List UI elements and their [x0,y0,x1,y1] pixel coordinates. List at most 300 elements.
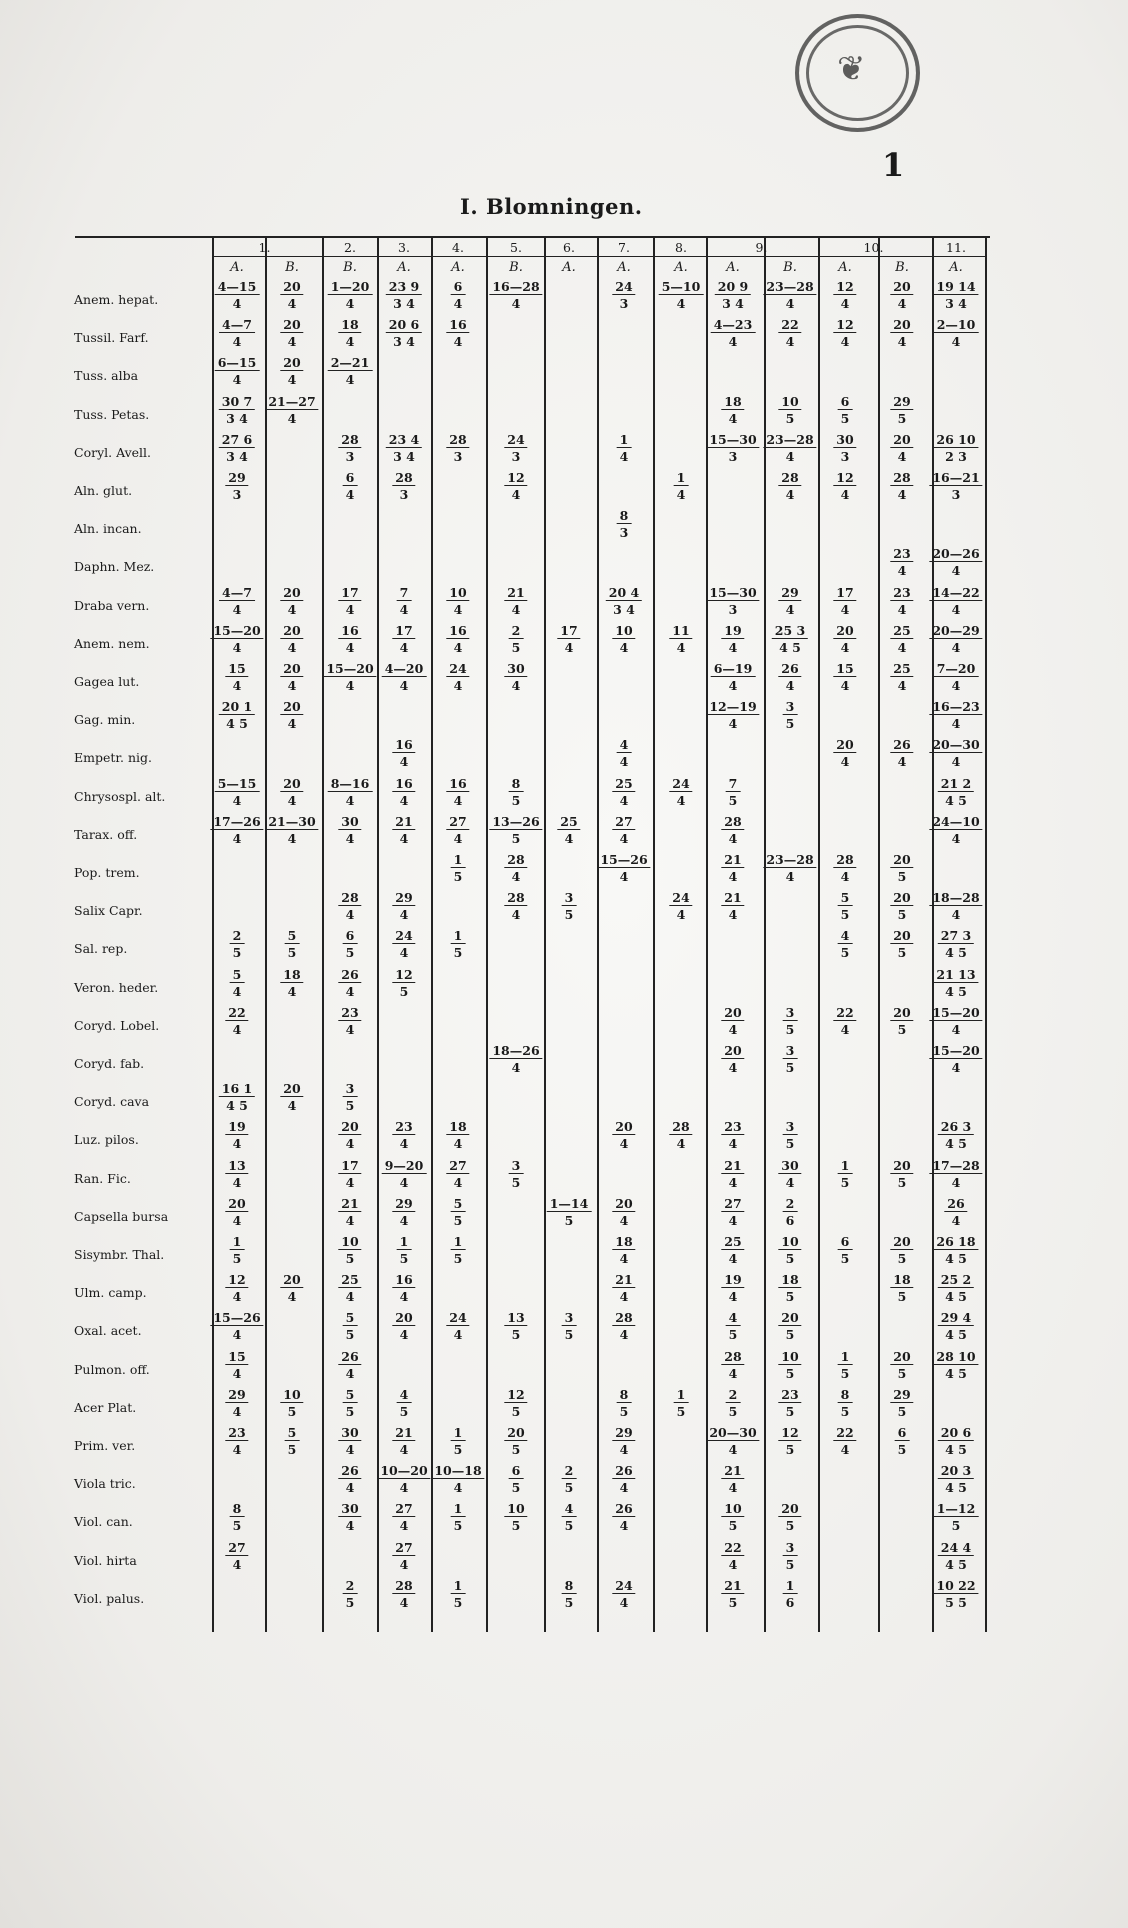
date-fraction [721,1159,744,1190]
date-fraction [562,1579,577,1610]
month: 4 [453,678,463,693]
month: 5 [453,1442,463,1457]
day-range: 16 [446,318,469,333]
day-range: 22 [833,1426,856,1441]
day-range: 20 [280,662,303,677]
date-fraction [726,1388,741,1419]
date-fraction [721,815,744,846]
month: 4 [619,1518,629,1534]
date-fraction [833,738,856,769]
day-range: 30 [338,1502,361,1517]
day-range: 19 14 [933,280,978,295]
day-range: 27 [392,1541,415,1556]
seal-emblem-icon: ❦ [837,49,866,89]
day-range: 20 1 [219,700,255,715]
date-fraction [890,547,913,578]
date-fraction [446,1159,469,1190]
day-range: 27 6 [219,433,255,448]
date-fraction [838,929,853,960]
day-range: 15 [225,662,248,677]
month: 4 [345,601,355,617]
month: 5 [511,1327,521,1343]
date-fraction [343,1579,358,1610]
month: 3 4 [226,448,248,464]
day-range: 1 [617,433,632,448]
month: 4 [511,487,521,502]
plant-name: Gag. min. [74,712,136,728]
day-range: 2 [562,1464,577,1479]
month: 4 [564,830,574,846]
day-range: 10 [504,1502,527,1517]
day-range: 20 [280,586,303,601]
day-range: 1—14 [547,1197,592,1212]
date-fraction [338,1502,361,1533]
day-range: 17 [392,624,415,639]
day-range: 16 [446,777,469,792]
day-range: 20 [338,1120,361,1135]
month: 4 [511,869,521,884]
day-range: 20 [392,1311,415,1326]
date-fraction [938,1120,974,1151]
day-range: 16 [338,624,361,639]
month: 4 [453,296,463,311]
day-range: 26 10 [933,433,978,448]
date-fraction [778,1350,801,1381]
date-fraction [338,1273,361,1304]
day-range: 16—23 [929,700,982,715]
month: 5 [840,1174,850,1190]
day-range: 20 [280,700,303,715]
date-fraction [397,586,412,617]
month: 4 [619,869,629,884]
date-fraction [225,1006,248,1037]
date-fraction [833,1006,856,1037]
month: 4 [399,792,409,808]
day-range: 28 [721,815,744,830]
plant-name: Coryd. cava [74,1094,150,1110]
date-fraction [929,891,982,922]
date-fraction [763,853,816,884]
day-range: 17 [833,586,856,601]
day-range: 21 13 [933,968,978,983]
month: 5 [232,945,242,961]
date-fraction [890,395,913,426]
day-range: 8 [230,1502,245,1517]
date-fraction [219,433,255,464]
month: 4 [728,334,738,350]
date-fraction [285,929,300,960]
date-fraction [612,624,635,655]
date-fraction [392,1120,415,1151]
date-fraction [721,891,744,922]
month: 4 [951,1060,961,1075]
month: 4 5 [945,1365,967,1381]
month: 4 [619,792,629,808]
date-fraction [392,1311,415,1342]
date-fraction [778,1502,801,1533]
month: 4 [728,1289,738,1305]
month: 4 [897,563,907,579]
date-fraction [280,1082,303,1113]
month: 4 [453,601,463,617]
day-range: 20—29 [929,624,982,639]
date-fraction [562,1464,577,1495]
month: 5 [619,1403,629,1419]
day-range: 22 [778,318,801,333]
plant-name: Coryd. Lobel. [74,1017,160,1033]
date-fraction [323,662,376,693]
day-range: 23 [392,1120,415,1135]
column-header: 8. [675,240,687,255]
month: 5 [511,792,521,808]
month: 4 [785,487,795,502]
month: 5 [785,1289,795,1305]
date-fraction [838,395,853,426]
date-fraction [504,1426,527,1457]
month: 4 [345,1212,355,1228]
date-fraction [392,777,415,808]
date-fraction [612,1464,635,1495]
month: 5 [897,1021,907,1037]
day-range: 30 [778,1159,801,1174]
month: 4 [287,1098,297,1114]
date-fraction [386,318,422,349]
day-range: 28 [392,1579,415,1594]
month: 5 [676,1403,686,1419]
day-range: 30 [338,1426,361,1441]
month: 4 [840,639,850,655]
day-range: 2—10 [934,318,979,333]
month: 4 [399,678,409,693]
day-range: 16 [392,738,415,753]
month: 3 4 [226,410,248,426]
day-range: 26 [944,1197,967,1212]
date-fraction [772,624,808,655]
date-fraction [934,1502,979,1533]
month: 4 [345,907,355,923]
subcolumn-header: A. [949,260,963,275]
month: 5 [399,1403,409,1419]
day-range: 20 3 [938,1464,974,1479]
date-fraction [833,280,856,311]
month: 5 [511,1442,521,1457]
month: 5 [511,830,521,846]
month: 4 [676,639,686,655]
month: 4 [728,1480,738,1496]
month: 4 [399,601,409,617]
day-range: 26 18 [933,1235,978,1250]
month: 4 [619,1251,629,1266]
day-range: 6 [343,471,358,486]
date-fraction [225,1541,248,1572]
date-fraction [382,1159,427,1190]
column-rule [431,236,433,1632]
page-number: 1 [882,146,905,184]
month: 4 [345,830,355,846]
day-range: 23 [225,1426,248,1441]
day-range: 16 1 [219,1082,255,1097]
month: 4 [728,830,738,846]
date-fraction [392,891,415,922]
day-range: 16—28 [489,280,542,295]
day-range: 3 [509,1159,524,1174]
day-range: 21 [392,815,415,830]
date-fraction [890,929,913,960]
day-range: 10 [778,1350,801,1365]
day-range: 18—26 [489,1044,542,1059]
day-range: 25 [338,1273,361,1288]
month: 4 [345,1518,355,1534]
date-fraction [934,662,979,693]
month: 4 [232,1556,242,1572]
month: 4 [840,869,850,884]
date-fraction [431,1464,484,1495]
day-range: 12 [225,1273,248,1288]
day-range: 17 [557,624,580,639]
column-header: 1. [258,240,271,255]
month: 5 [897,869,907,884]
date-fraction [721,395,744,426]
day-range: 10 22 [933,1579,978,1594]
date-fraction [721,1579,744,1610]
plant-name: Ran. Fic. [74,1170,131,1186]
date-fraction [929,738,982,769]
date-fraction [280,700,303,731]
date-fraction [669,1120,692,1151]
day-range: 30 [504,662,527,677]
date-fraction [938,1426,974,1457]
month: 4 [897,601,907,617]
date-fraction [446,1311,469,1342]
subcolumn-header: A. [562,260,576,275]
day-range: 17—26 [210,815,263,830]
date-fraction [669,624,692,655]
month: 4 5 [945,1480,967,1496]
date-fraction [706,700,759,731]
day-range: 28 [890,471,913,486]
month: 4 [785,1174,795,1190]
date-fraction [938,929,974,960]
month: 4 5 [945,1136,967,1152]
month: 4 [453,1136,463,1152]
date-fraction [446,662,469,693]
month: 4 [785,296,795,311]
month: 5 [785,1442,795,1457]
day-range: 5 [343,1388,358,1403]
date-fraction [838,1159,853,1190]
date-fraction [451,1579,466,1610]
day-range: 29 [778,586,801,601]
date-fraction [933,280,978,311]
month: 4 [511,1060,521,1075]
plant-name: Tuss. Petas. [74,406,150,422]
day-range: 4—7 [219,318,255,333]
day-range: 28 10 [933,1350,978,1365]
column-header: 9. [755,240,768,255]
plant-name: Tarax. off. [74,826,138,842]
day-range: 12 [833,280,856,295]
date-fraction [706,1426,759,1457]
date-fraction [833,471,856,502]
date-fraction [230,1502,245,1533]
date-fraction [890,586,913,617]
day-range: 7 [726,777,741,792]
date-fraction [721,1235,744,1266]
day-range: 22 [721,1541,744,1556]
date-fraction [504,1388,527,1419]
date-fraction [711,318,756,349]
date-fraction [225,1120,248,1151]
date-fraction [617,509,632,540]
day-range: 27 3 [938,929,974,944]
date-fraction [726,777,741,808]
plant-name: Coryd. fab. [74,1056,145,1071]
month: 5 [345,1098,355,1114]
date-fraction [446,815,469,846]
date-fraction [210,1311,263,1342]
day-range: 12 [833,471,856,486]
day-range: 28 [721,1350,744,1365]
date-fraction [929,815,982,846]
date-fraction [451,1197,466,1228]
month: 5 [840,907,850,923]
month: 3 [345,448,355,464]
month: 3 [399,487,409,502]
date-fraction [504,586,527,617]
month: 3 4 [393,296,415,311]
date-fraction [778,1159,801,1190]
date-fraction [446,318,469,349]
day-range: 27 [225,1541,248,1556]
day-range: 20 [280,777,303,792]
day-range: 21 [392,1426,415,1441]
day-range: 8 [617,509,632,524]
month: 4 [232,1289,242,1305]
date-fraction [338,1159,361,1190]
date-fraction [392,1197,415,1228]
day-range: 20 6 [386,318,422,333]
day-range: 10—18 [431,1464,484,1479]
day-range: 15—20 [210,624,263,639]
day-range: 1 [674,471,689,486]
date-fraction [338,586,361,617]
day-range: 26 [612,1502,635,1517]
day-range: 1 [451,1235,466,1250]
date-fraction [833,624,856,655]
month: 5 [897,907,907,923]
day-range: 28 [669,1120,692,1135]
date-fraction [890,1159,913,1190]
day-range: 3 [783,700,798,715]
date-fraction [890,1388,913,1419]
date-fraction [210,815,263,846]
date-fraction [219,318,255,349]
day-range: 20 [721,1006,744,1021]
day-range: 21 [721,853,744,868]
day-range: 28 [504,891,527,906]
column-rule [818,236,820,1632]
month: 4 [728,410,738,426]
date-fraction [711,662,756,693]
month: 4 [399,1556,409,1572]
subcolumn-header: A. [617,260,631,275]
day-range: 20 [890,1235,913,1250]
month: 4 [399,945,409,961]
date-fraction [612,1235,635,1266]
day-range: 16 [446,624,469,639]
day-range: 21 [721,1579,744,1594]
month: 4 [785,869,795,884]
date-fraction [265,395,318,426]
subcolumn-header: A. [726,260,740,275]
day-range: 28 [612,1311,635,1326]
date-fraction [489,1044,542,1075]
day-range: 20 [890,280,913,295]
day-range: 15—20 [929,1044,982,1059]
date-fraction [397,1388,412,1419]
date-fraction [230,968,245,999]
month: 5 [564,907,574,923]
column-header: 10. [863,240,884,255]
date-fraction [392,1502,415,1533]
month: 4 5 [945,983,967,999]
date-fraction [890,891,913,922]
day-range: 20—30 [929,738,982,753]
date-fraction [890,662,913,693]
day-range: 10 [612,624,635,639]
date-fraction [933,1235,978,1266]
date-fraction [446,624,469,655]
month: 4 5 [226,716,248,732]
month: 4 [399,754,409,770]
date-fraction [721,1541,744,1572]
month: 4 [287,1289,297,1305]
day-range: 1 [451,1426,466,1441]
day-range: 2 [343,1579,358,1594]
date-fraction [504,471,527,502]
column-rule [265,236,267,1632]
day-range: 28 [833,853,856,868]
month: 4 5 [779,639,801,655]
day-range: 2 [509,624,524,639]
month: 4 [951,334,961,350]
date-fraction [338,318,361,349]
month: 4 [728,1021,738,1037]
day-range: 23 [721,1120,744,1135]
date-fraction [225,1159,248,1190]
date-fraction [778,471,801,502]
date-fraction [890,1235,913,1266]
day-range: 18 [890,1273,913,1288]
month: 4 [619,1594,629,1610]
day-range: 23—28 [763,280,816,295]
month: 5 [728,1518,738,1534]
month: 4 [897,334,907,350]
date-fraction [338,1006,361,1037]
month: 4 [232,372,242,388]
date-fraction [597,853,650,884]
month: 6 [785,1594,795,1610]
month: 5 [897,1403,907,1419]
day-range: 15 [833,662,856,677]
date-fraction [833,433,856,464]
day-range: 10 [446,586,469,601]
month: 4 [897,296,907,311]
plant-name: Viol. palus. [74,1590,145,1606]
date-fraction [715,280,751,311]
month: 4 [840,601,850,617]
month: 4 [676,296,686,311]
